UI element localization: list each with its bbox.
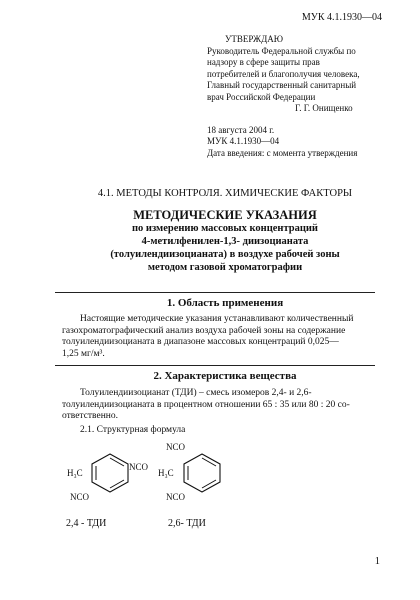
title-line: 4-метилфенилен-1,3- диизоцианата: [141, 236, 309, 247]
approval-block: [207, 34, 387, 159]
section1-heading: 1. Область применения: [166, 297, 284, 309]
text-line: толуилендиизоцианата в процентном отношении 65 : 35 или 80 : 20 со-: [62, 399, 350, 410]
approval-code: МУК 4.1.1930—04: [207, 136, 280, 146]
title-line: методом газовой хроматографии: [147, 262, 303, 273]
divider: [55, 292, 375, 293]
formula-label: NCO: [129, 462, 149, 472]
approval-line: потребителей и благополучия человека,: [207, 68, 360, 79]
approval-word: УТВЕРЖДАЮ: [225, 34, 284, 44]
formula-label: H₃C: [158, 468, 174, 478]
approval-date: 18 августа 2004 г.: [207, 124, 275, 135]
section2-text: [62, 388, 382, 423]
benzene-ring-26: [180, 452, 224, 494]
text-line: 1,25 мг/м³.: [62, 348, 105, 359]
formula-label: NCO: [166, 492, 186, 502]
approval-line: Руководитель Федеральной службы по: [207, 45, 356, 56]
approval-signatory: Г. Г. Онищенко: [295, 103, 353, 113]
formula-caption: 2,6- ТДИ: [168, 518, 206, 529]
formula-caption: 2,4 - ТДИ: [66, 518, 107, 529]
formula-label: NCO: [166, 442, 186, 452]
title-line: по измерению массовых концентраций: [132, 223, 318, 234]
title-main: МЕТОДИЧЕСКИЕ УКАЗАНИЯ: [133, 208, 317, 222]
title-line: (толуилендиизоцианата) в воздухе рабочей зоны: [110, 249, 340, 260]
approval-line: врач Российской Федерации: [207, 91, 316, 102]
text-line: Толуилендиизоцианат (ТДИ) – смесь изомеров 2,4- и 2,6-: [80, 388, 312, 398]
structural-formula-heading: 2.1. Структурная формула: [80, 425, 186, 435]
approval-effective-date: Дата введения: с момента утверждения: [207, 147, 358, 158]
text-line: Настоящие методические указания устанавливают количественный: [80, 314, 354, 324]
formula-label: NCO: [70, 492, 90, 502]
document-code: МУК 4.1.1930—04: [301, 12, 382, 23]
section-heading: 4.1. МЕТОДЫ КОНТРОЛЯ. ХИМИЧЕСКИЕ ФАКТОРЫ: [97, 188, 353, 199]
approval-line: надзору в сфере защиты прав: [207, 57, 320, 67]
text-line: ответственно.: [62, 411, 118, 421]
text-line: толуилендиизоцианата в диапазоне массовых концентраций 0,025—: [62, 337, 339, 347]
approval-line: Главный государственный санитарный: [207, 80, 357, 90]
formula-label: H₃C: [67, 468, 83, 478]
benzene-ring-24: [88, 452, 132, 494]
text-line: газохроматографический анализ воздуха рабочей зоны на содержание: [62, 325, 346, 336]
section2-heading: 2. Характеристика вещества: [153, 370, 297, 382]
divider: [55, 365, 375, 366]
page-number: 1: [374, 556, 380, 567]
section1-text: [62, 314, 382, 360]
document-title: [40, 209, 410, 274]
